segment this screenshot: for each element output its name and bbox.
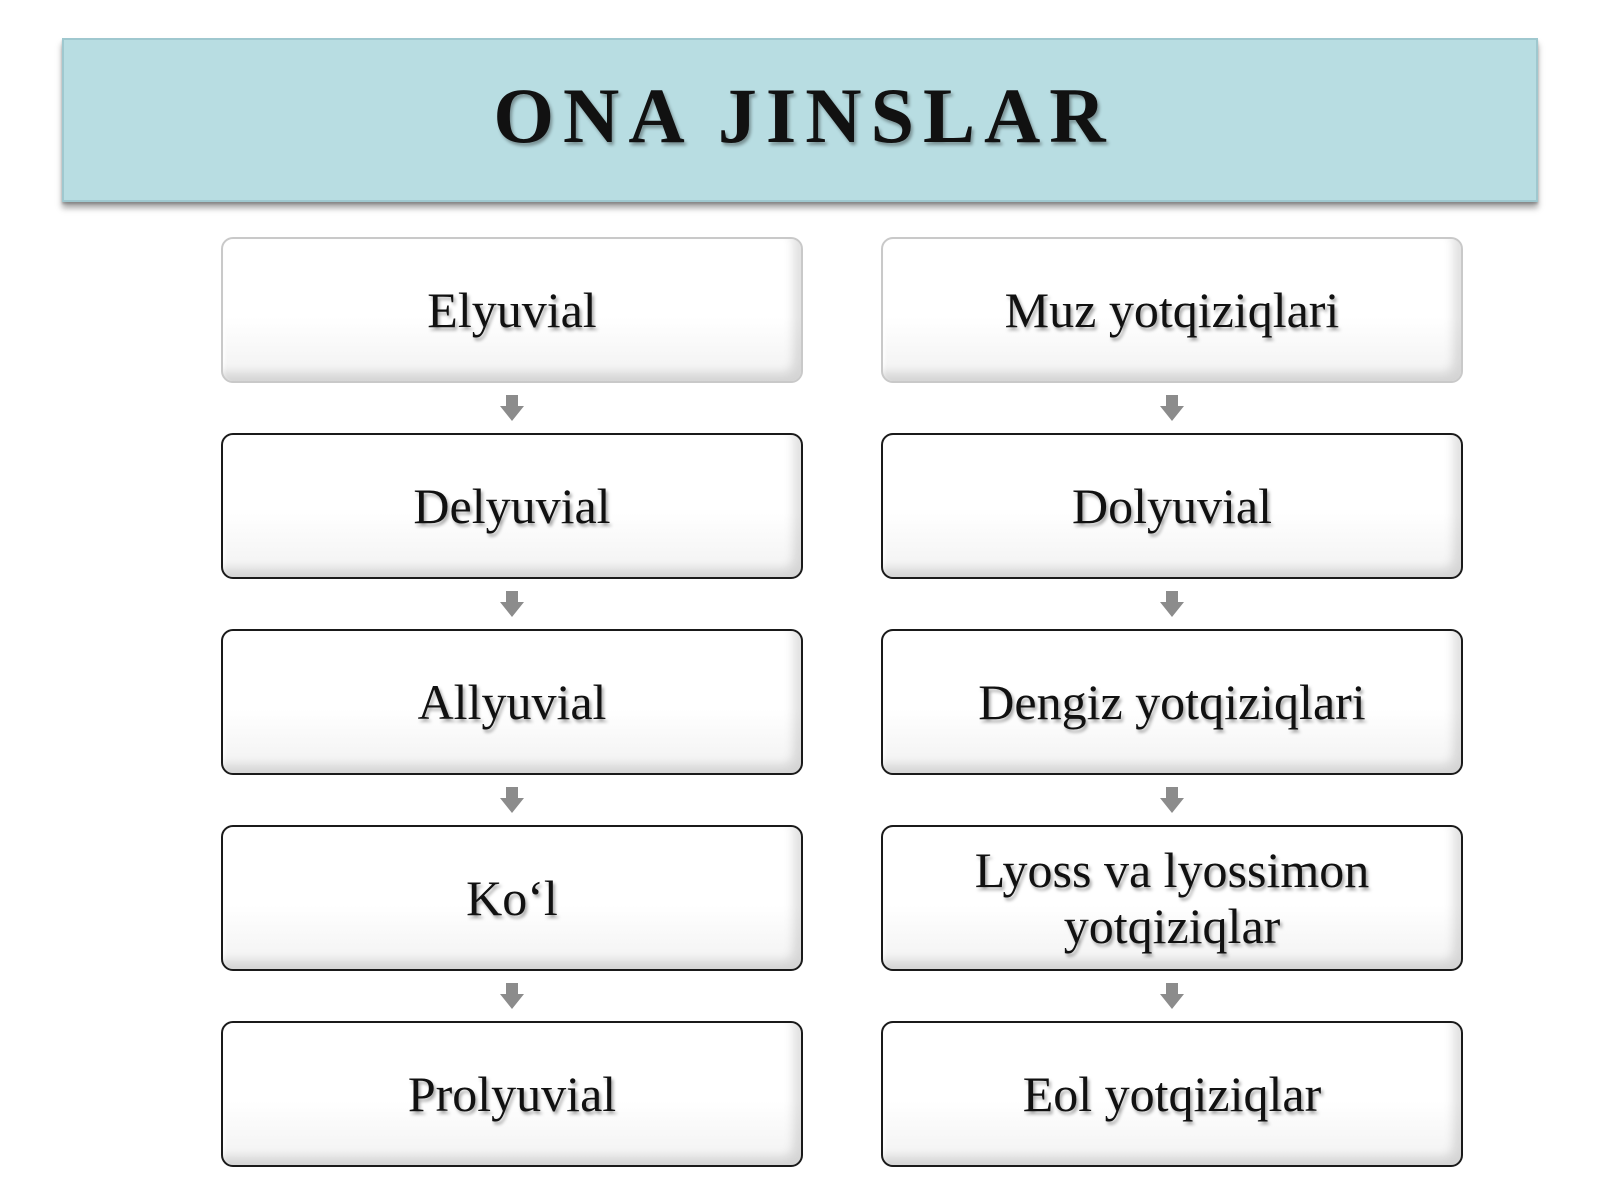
- process-box: [221, 629, 803, 775]
- down-arrow-icon: [500, 591, 524, 617]
- process-box-label: Dengiz yotqiziqlari: [978, 674, 1366, 730]
- down-arrow-icon: [500, 787, 524, 813]
- diagram-title: ONA JINSLAR: [493, 72, 1115, 159]
- process-box: [881, 1021, 1463, 1167]
- process-box: [881, 629, 1463, 775]
- process-box: [881, 433, 1463, 579]
- process-box-label: Dolyuvial: [1072, 478, 1272, 534]
- process-box-label: Delyuvial: [413, 478, 611, 534]
- down-arrow-icon: [1160, 395, 1184, 421]
- process-box: [881, 825, 1463, 971]
- process-box-label: Muz yotqiziqlari: [1004, 282, 1340, 338]
- title-banner: [62, 38, 1538, 202]
- process-box-label: Lyoss va lyossimon yotqiziqlar: [974, 842, 1370, 954]
- down-arrow-icon: [500, 983, 524, 1009]
- process-box: [221, 1021, 803, 1167]
- down-arrow-icon: [1160, 983, 1184, 1009]
- down-arrow-icon: [1160, 591, 1184, 617]
- process-box: [221, 825, 803, 971]
- process-box: [221, 237, 803, 383]
- process-box-label: Ko‘l: [466, 870, 558, 926]
- process-box: [881, 237, 1463, 383]
- down-arrow-icon: [500, 395, 524, 421]
- down-arrow-icon: [1160, 787, 1184, 813]
- process-box: [221, 433, 803, 579]
- process-box-label: Eol yotqiziqlar: [1022, 1066, 1322, 1122]
- process-box-label: Prolyuvial: [407, 1066, 617, 1122]
- process-box-label: Elyuvial: [427, 282, 597, 338]
- process-box-label: Allyuvial: [417, 674, 607, 730]
